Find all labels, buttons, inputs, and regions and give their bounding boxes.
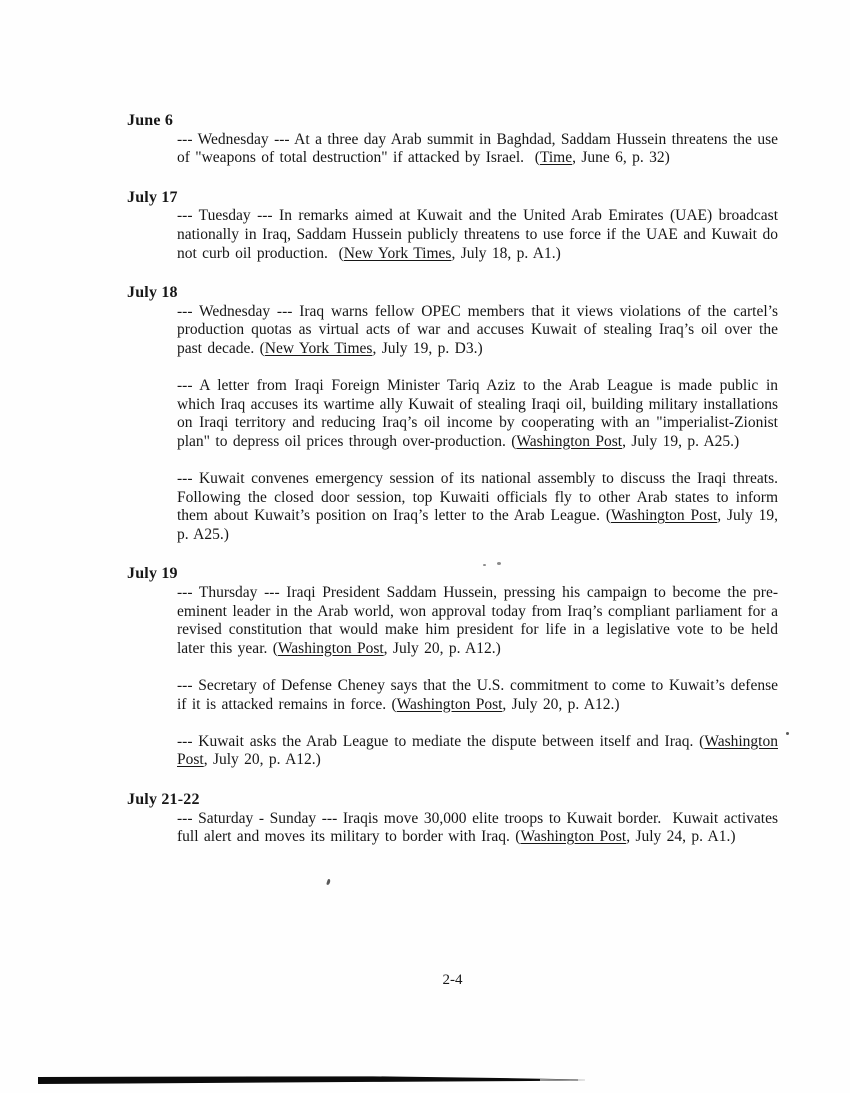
- section-heading: July 21-22: [127, 791, 200, 808]
- section-heading: June 6: [127, 112, 174, 129]
- entry-text: --- Kuwait asks the Arab League to mediate the dispute between itself and Iraq. (: [177, 732, 705, 750]
- scan-speck: [483, 564, 486, 566]
- citation-source: New York Times: [264, 339, 373, 357]
- entry-text: --- Kuwait convenes emergency session of its national assembly to discuss the Iraqi threats. Following the closed door session, top Kuwaiti officials fly to other Arab states to inform them about Kuwait’s position on Iraq’s letter to the Arab League. (: [177, 470, 778, 525]
- scan-speck: [786, 732, 789, 735]
- entry-text: , July 20, p. A12.): [383, 639, 501, 657]
- scan-artifact-streak: [38, 1076, 578, 1084]
- section-heading: July 17: [127, 188, 178, 206]
- entry-text: --- Tuesday --- In remarks aimed at Kuwait and the United Arab Emirates (UAE) broadcast nationally in Iraq, Saddam Hussein publicly threatens to use force if the UAE and Kuwait do not curb oil production. (: [177, 207, 778, 262]
- entry-text: , June 6, p. 32): [572, 149, 670, 167]
- entry-text: --- Wednesday --- Iraq warns fellow OPEC members that it views violations of the cartel’s production quotas as virtual acts of war and accuses Kuwait of stealing Iraq’s oil over the past decade. (: [177, 302, 778, 357]
- chronology-entry: [127, 303, 778, 359]
- entry-text: --- Thursday --- Iraqi President Saddam Hussein, pressing his campaign to become the pre-eminent leader in the Arab world, won approval today from Iraq’s compliant parliament for a revised constitution that would make him president for life in a legislative vote to be held later this year. (: [177, 584, 778, 657]
- citation-source: Time: [539, 149, 573, 167]
- chronology-entry: [127, 677, 778, 714]
- scan-speck: [497, 562, 501, 565]
- entry-text: --- Secretary of Defense Cheney says that the U.S. commitment to come to Kuwait’s defense if it is attacked remains in force. (: [177, 677, 778, 713]
- citation-source: Washington Post: [520, 828, 627, 846]
- citation-source: New York Times: [343, 244, 452, 262]
- citation-source: Washington Post: [611, 507, 718, 525]
- chronology-entry: [127, 470, 778, 544]
- citation-source: Washington Post: [396, 695, 503, 713]
- citation-source: Washington Post: [516, 432, 623, 450]
- entry-text: , July 20, p. A12.): [203, 751, 321, 769]
- chronology-content: [127, 112, 778, 847]
- page-number: 2-4: [442, 972, 463, 988]
- chronology-entry: [127, 733, 778, 770]
- chronology-entry: [127, 377, 778, 451]
- entry-text: --- Wednesday --- At a three day Arab summit in Baghdad, Saddam Hussein threatens the use of "weapons of total destruction" if attacked by Israel. (: [177, 130, 778, 167]
- chronology-entry: [127, 131, 778, 168]
- entry-text: --- A letter from Iraqi Foreign Minister Tariq Aziz to the Arab League is made public in which Iraq accuses its wartime ally Kuwait of stealing Iraqi oil, building military installations on Iraqi territory and reducing Iraq’s oil income by cooperating with an "imperialist-Zionist plan" to depress oil prices through over-production. (: [177, 377, 778, 450]
- scan-speck: [326, 879, 331, 886]
- citation-source: Washington Post: [177, 732, 778, 769]
- citation-source: Washington Post: [277, 639, 384, 657]
- entry-text: , July 19, p. A25.): [622, 432, 740, 450]
- entry-text: , July 20, p. A12.): [502, 695, 620, 713]
- section-heading: July 19: [127, 565, 178, 583]
- chronology-entry: [127, 810, 778, 847]
- entry-text: , July 19, p. A25.): [177, 507, 779, 543]
- entry-text: --- Saturday - Sunday --- Iraqis move 30,000 elite troops to Kuwait border. Kuwait activates full alert and moves its military to border with Iraq. (: [177, 809, 778, 846]
- chronology-entry: [127, 207, 778, 263]
- entry-text: , July 24, p. A1.): [626, 828, 736, 846]
- chronology-entry: [127, 584, 778, 658]
- entry-text: , July 19, p. D3.): [372, 339, 483, 357]
- section-heading: July 18: [127, 284, 178, 302]
- entry-text: , July 18, p. A1.): [451, 244, 561, 262]
